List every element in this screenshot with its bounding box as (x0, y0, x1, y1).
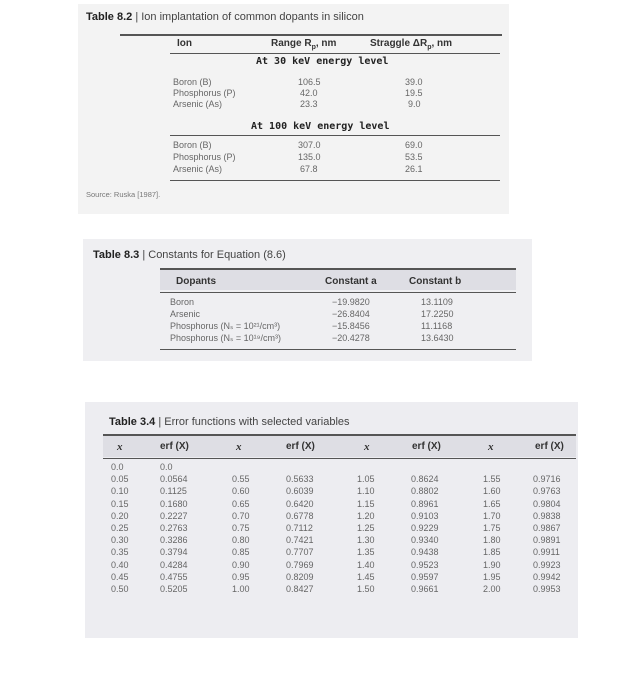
column-header: x (364, 441, 370, 453)
table-cell: 0.7707 (286, 547, 314, 558)
table-cell: 0.35 (111, 547, 129, 558)
table-cell: 53.5 (405, 152, 423, 162)
col-header-range: Range $R_p$, nm (271, 38, 337, 51)
table-cell: 39.0 (405, 77, 423, 87)
table-cell: 1.55 (483, 474, 501, 485)
table-cell: 106.5 (298, 77, 321, 87)
table-cell: 1.90 (483, 559, 501, 570)
header-rule (160, 292, 516, 293)
table-8-3-caption: Table 8.3 | Constants for Equation (8.6) (93, 249, 286, 261)
table-cell: 0.9438 (411, 547, 439, 558)
table-cell: Phosphorus (Nₛ = 10²¹/cm³) (170, 321, 281, 331)
section-label: At 30 keV energy level (256, 56, 389, 67)
table-bottom-rule (160, 349, 516, 350)
table-cell: 0.15 (111, 498, 129, 509)
table-cell: 0.9229 (411, 523, 439, 533)
table-cell: 0.5633 (286, 474, 314, 485)
table-cell: 0.9661 (411, 584, 439, 594)
table-cell: 1.60 (483, 486, 501, 497)
table-cell: 0.4755 (160, 571, 188, 582)
table-cell: 69.0 (405, 140, 423, 150)
table-cell: 1.80 (483, 535, 501, 546)
table-cell: 0.9838 (533, 510, 561, 521)
table-cell: 307.0 (298, 140, 321, 150)
table-cell: 0.8209 (286, 571, 314, 582)
table-cell: 0.7969 (286, 559, 314, 570)
section-label: At 100 keV energy level (251, 121, 390, 132)
table-cell: 1.05 (357, 474, 375, 485)
table-cell: 0.8427 (286, 584, 314, 594)
table-cell: Boron (B) (173, 77, 212, 87)
table-cell: 0.7421 (286, 535, 314, 546)
table-cell: 0.3286 (160, 535, 188, 546)
table-cell: 13.6430 (421, 333, 454, 343)
table-cell: Boron (B) (173, 140, 212, 150)
table-cell: 13.1109 (421, 297, 453, 307)
table-bottom-rule (170, 180, 500, 181)
table-cell: 0.70 (232, 510, 250, 521)
col-header-constant-b: Constant b (409, 276, 462, 287)
table-cell: Arsenic (As) (173, 99, 223, 109)
table-cell: 1.35 (357, 547, 375, 558)
table-cell: 17.2250 (421, 309, 454, 319)
table-cell: 0.95 (232, 571, 250, 582)
source-note: Source: Ruska [1987]. (86, 190, 161, 199)
table-cell: 1.10 (357, 486, 375, 497)
table-cell: 0.9923 (533, 559, 561, 570)
table-cell: Boron (170, 297, 195, 307)
table-cell: 0.9942 (533, 571, 561, 582)
header-rule (103, 458, 576, 459)
table-cell: 1.65 (483, 498, 501, 509)
table-3-4-caption: Table 3.4 | Error functions with selected variables (109, 416, 350, 428)
table-cell: 0.65 (232, 498, 250, 509)
table-cell: 0.4284 (160, 559, 188, 570)
table-cell: 0.9891 (533, 535, 561, 546)
table-label: Table 8.3 (93, 249, 140, 261)
table-cell: 0.9763 (533, 486, 561, 497)
table-cell: 0.8624 (411, 474, 439, 485)
table-cell: 0.30 (111, 535, 129, 546)
table-cell: 0.0 (111, 462, 124, 472)
col-header-dopants: Dopants (176, 276, 216, 287)
table-cell: 26.1 (405, 164, 423, 174)
table-cell: 0.9597 (411, 571, 439, 582)
col-header-ion: Ion (177, 38, 192, 49)
section-rule (170, 135, 500, 136)
table-cell: 1.75 (483, 523, 501, 533)
table-cell: −26.8404 (332, 309, 370, 319)
table-cell: Phosphorus (Nₛ = 10¹⁹/cm³) (170, 333, 281, 343)
col-header-straggle: Straggle $\Delta R_p$, nm (370, 38, 453, 51)
table-cell: 1.15 (357, 498, 375, 509)
table-cell: 0.9340 (411, 535, 439, 546)
table-cell: 0.80 (232, 535, 250, 546)
table-cell: Phosphorus (P) (173, 88, 236, 98)
table-cell: 0.1680 (160, 498, 188, 509)
table-cell: 0.9523 (411, 559, 439, 570)
table-cell: 9.0 (408, 99, 421, 109)
table-cell: 0.5205 (160, 584, 188, 594)
table-cell: 0.2763 (160, 523, 188, 533)
table-cell: 1.45 (357, 571, 375, 582)
table-cell: 0.1125 (160, 486, 187, 497)
column-header: x (236, 441, 242, 453)
col-header-constant-a: Constant a (325, 276, 377, 287)
table-cell: 0.6778 (286, 510, 314, 521)
column-header: erf (X) (286, 441, 315, 452)
table-cell: 67.8 (300, 164, 318, 174)
table-cell: 0.9103 (411, 510, 439, 521)
table-cell: 1.50 (357, 584, 375, 594)
table-title: Constants for Equation (8.6) (148, 249, 286, 261)
table-cell: 0.20 (111, 510, 129, 521)
table-cell: 1.25 (357, 523, 375, 533)
table-cell: 0.2227 (160, 510, 188, 521)
table-cell: 0.3794 (160, 547, 188, 558)
table-cell: 0.9953 (533, 584, 561, 594)
table-cell: 2.00 (483, 584, 501, 594)
table-title: Ion implantation of common dopants in silicon (141, 11, 364, 23)
table-cell: 0.05 (111, 474, 129, 485)
table-cell: 0.7112 (286, 523, 313, 533)
table-cell: 0.8802 (411, 486, 439, 497)
table-cell: 1.95 (483, 571, 501, 582)
table-cell: 1.20 (357, 510, 375, 521)
table-cell: −19.9820 (332, 297, 370, 307)
table-label: Table 8.2 (86, 11, 133, 23)
column-header: x (488, 441, 494, 453)
table-cell: 0.10 (111, 486, 129, 497)
table-cell: 0.9716 (533, 474, 561, 485)
table-cell: 0.0 (160, 462, 173, 472)
table-cell: 1.30 (357, 535, 375, 546)
table-cell: 0.25 (111, 523, 129, 533)
column-header: x (117, 441, 123, 453)
table-top-rule (120, 34, 502, 36)
table-cell: 0.6039 (286, 486, 314, 497)
table-cell: 0.9911 (533, 547, 560, 558)
table-cell: Arsenic (170, 309, 201, 319)
table-cell: −15.8456 (332, 321, 370, 331)
table-cell: 1.70 (483, 510, 501, 521)
table-cell: 1.85 (483, 547, 501, 558)
table-8-2-caption: Table 8.2 | Ion implantation of common dopants in silicon (86, 11, 364, 23)
table-cell: 19.5 (405, 88, 423, 98)
table-cell: 42.0 (300, 88, 318, 98)
column-header: erf (X) (535, 441, 564, 452)
table-cell: 23.3 (300, 99, 318, 109)
table-cell: 0.45 (111, 571, 129, 582)
table-cell: Arsenic (As) (173, 164, 223, 174)
table-cell: 135.0 (298, 152, 321, 162)
table-cell: Phosphorus (P) (173, 152, 236, 162)
table-cell: 11.1168 (421, 321, 453, 331)
table-cell: 0.85 (232, 547, 250, 558)
table-cell: −20.4278 (332, 333, 370, 343)
table-cell: 0.55 (232, 474, 250, 485)
table-cell: 0.9804 (533, 498, 561, 509)
table-cell: 0.0564 (160, 474, 188, 485)
table-cell: 0.6420 (286, 498, 314, 509)
table-cell: 0.75 (232, 523, 250, 533)
table-cell: 0.8961 (411, 498, 439, 509)
column-header: erf (X) (160, 441, 189, 452)
header-rule (170, 53, 500, 54)
table-label: Table 3.4 (109, 416, 156, 428)
table-cell: 1.40 (357, 559, 375, 570)
table-cell: 1.00 (232, 584, 250, 594)
table-cell: 0.60 (232, 486, 250, 497)
table-cell: 0.90 (232, 559, 250, 570)
column-header: erf (X) (412, 441, 441, 452)
table-title: Error functions with selected variables (164, 416, 350, 428)
table-cell: 0.50 (111, 584, 129, 594)
table-cell: 0.40 (111, 559, 129, 570)
table-cell: 0.9867 (533, 523, 561, 533)
